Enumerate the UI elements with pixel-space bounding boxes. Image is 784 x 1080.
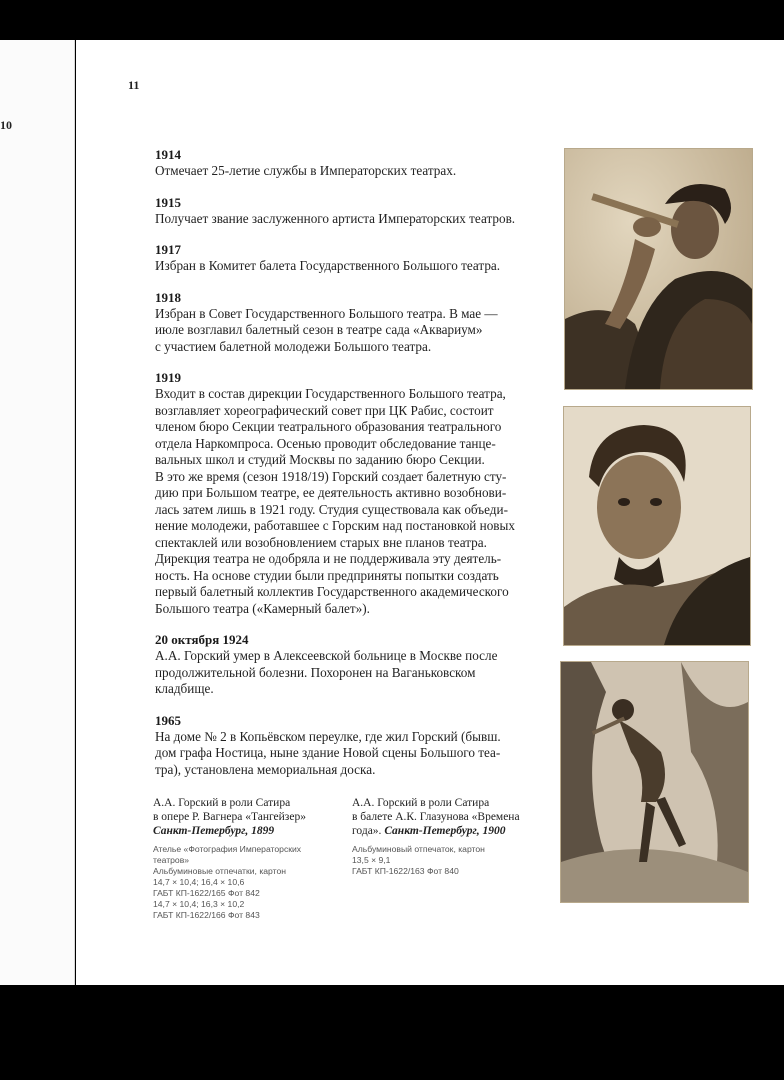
entry-year: 1915: [155, 194, 181, 210]
timeline-entry: [155, 241, 555, 275]
caption-title: [153, 796, 333, 838]
entry-year: 1914: [155, 147, 181, 162]
left-page-number: 10: [0, 118, 12, 132]
timeline-entry: [155, 194, 555, 228]
entry-text: Избран в Комитет балета Государственного Большого театра.: [155, 258, 501, 273]
entry-year: 20 октября 1924: [155, 632, 249, 647]
timeline: [155, 146, 555, 792]
caption-title: [352, 796, 542, 838]
timeline-entry: [155, 712, 555, 779]
entry-year: 1919: [155, 370, 181, 385]
caption-place-date: Санкт-Петербург, 1899: [153, 825, 275, 837]
book-page: [76, 40, 784, 985]
caption-title-text: А.А. Горский в роли Сатира в балете А.К. Глазунова «Времена года».: [352, 797, 520, 837]
caption-details: Ателье «Фотография Императорских театров» Альбуминовые отпечатки, картон 14,7 × 10,4; 16,4 × 10,6 ГАБТ КП-1622/165 Фот 842 14,7 × 10,4; 16,3 × 10,2 ГАБТ КП-1622/166 Фот 843: [153, 844, 302, 920]
caption-right: [352, 796, 542, 877]
entry-text: А.А. Горский умер в Алексеевской больнице в Москве после продолжительной болезни. Похоронен на Ваганьковском кладбище.: [155, 648, 498, 696]
caption-left: [153, 796, 333, 921]
entry-text: Отмечает 25-летие службы в Императорских театрах.: [155, 163, 457, 178]
satyr-flute-photo: [564, 148, 753, 390]
caption-details: Альбуминовый отпечаток, картон 13,5 × 9,1 ГАБТ КП-1622/163 Фот 840: [352, 844, 485, 876]
caption-place-date: Санкт-Петербург, 1900: [384, 825, 506, 837]
entry-text: Избран в Совет Государственного Большого театра. В мае — июле возглавил балетный сезон в театре сада «Аквариум» с участием балетной молодежи Большого театра.: [155, 305, 498, 354]
caption-title-text: А.А. Горский в роли Сатира в опере Р. Вагнера «Тангейзер»: [153, 797, 306, 823]
entry-year: 1917: [155, 242, 181, 257]
entry-text: На доме № 2 в Копьёвском переулке, где жил Горский (бывш. дом графа Ностица, ныне здание Новой сцены Большого теа- тра), установлена мемориальная доска.: [155, 728, 501, 777]
entry-year: 1965: [155, 712, 181, 728]
timeline-entry: [155, 369, 555, 617]
timeline-entry: [155, 289, 555, 356]
entry-text: Входит в состав дирекции Государственного Большого театра, возглавляет хореографический совет при ЦК Рабис, состоит членом бюро Секции театрального образования театрального отдела Наркомпроса. Осенью проводит обследование танце- вальных школ и студий Москвы по заданию бюро Секции. В это же время (сезон 1918/19) Горский создает балетную сту- дию при Большом театре, ее деятельность активно возобнови- лась затем лишь в 1921 году. Студия существовала как объеди- нение молодежи, работавшее с Горским над постановкой новых спектаклей или возобновлением старых вне планов театра. Дирекция театра не одобряла и не поддерживала эту деятель- ность. На основе студии были предприняты попытки создать первый балетный коллектив Государственного академического Большого театра («Камерный балет»).: [155, 386, 515, 616]
left-page-edge: [0, 40, 75, 985]
entry-text: Получает звание заслуженного артиста Императорских театров.: [155, 210, 516, 226]
page-number: 11: [128, 78, 140, 92]
timeline-entry: [155, 146, 555, 180]
timeline-entry: [155, 631, 555, 698]
entry-year: 1918: [155, 289, 181, 305]
satyr-rocks-photo: [560, 661, 749, 903]
satyr-portrait-photo: [563, 406, 751, 646]
